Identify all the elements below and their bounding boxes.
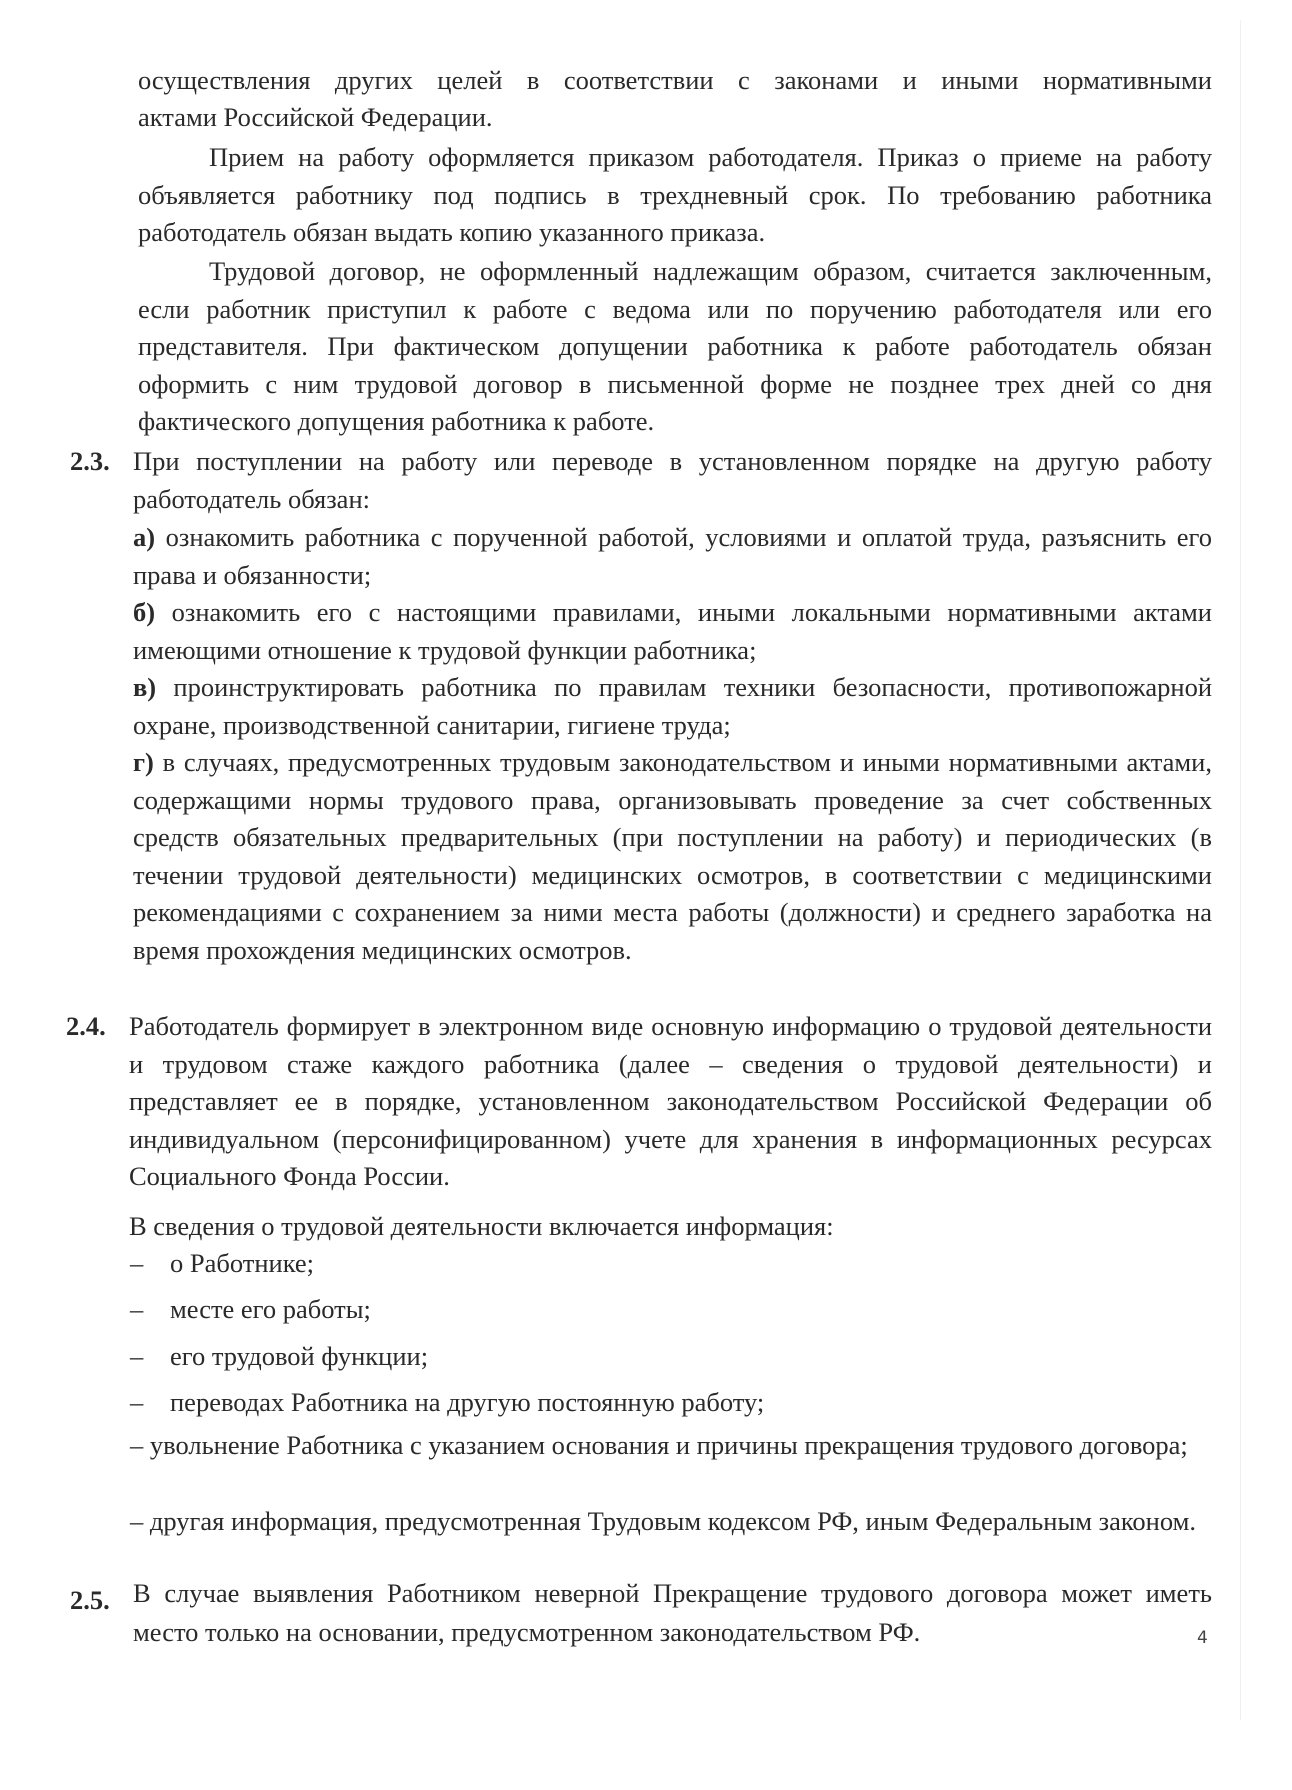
bullet-text: его трудовой функции; [170,1341,429,1371]
section-2-4-intro: В сведения о трудовой деятельности включается информация: [129,1211,834,1241]
section-number-2-5: 2.5. [70,1585,110,1615]
section-2-3-item-v [133,669,1212,744]
item-text: проинструктировать работника по правилам техники безопасности, противопожарной охране, производственной санитарии, гигиене труда; [133,672,1213,740]
bullet-dash: – [130,1294,144,1324]
item-label: в) [133,672,157,702]
page-number: 4 [1197,1628,1208,1648]
section-2-3-item-b [133,594,1212,669]
intro-line-1: осуществления других целей в соответствии с законами и иными нормативными [138,65,1212,95]
item-label: г) [133,747,154,777]
item-text: ознакомить его с настоящими правилами, иными локальными нормативными актами имеющими отношение к трудовой функции работника; [133,597,1212,665]
bullet-transfers [130,1384,1212,1422]
bullet-other-info: – другая информация, предусмотренная Трудовым кодексом РФ, иным Федеральным законом. [130,1506,1196,1536]
bullet-dash: – [130,1248,144,1278]
bullet-function [130,1338,1212,1376]
section-2-3-text: При поступлении на работу или переводе в установленном порядке на другую работу работодатель обязан: [133,446,1212,514]
bullet-workplace [130,1291,1212,1329]
section-number-2-3: 2.3. [70,446,110,476]
section-2-5-text: В случае выявления Работником неверной Прекращение трудового договора может иметь место только на основании, предусмотренном законодательством РФ. [133,1578,1212,1647]
section-2-3-item-g [133,744,1212,970]
bullet-text: переводах Работника на другую постоянную работу; [170,1387,765,1417]
intro-line-2: актами Российской Федерации. [138,102,493,132]
bullet-employee [130,1245,1212,1283]
paragraph-employment-contract: Трудовой договор, не оформленный надлежащим образом, считается заключенным, если работник приступил к работе с ведома или по поручению работодателя или его представителя. При фактическом допущении работника к работе работодатель обязан оформить с ним трудовой договор в письменной форме не позднее трех дней со дня фактического допущения работника к работе. [138,256,1212,437]
paragraph-hiring-order: Прием на работу оформляется приказом работодателя. Приказ о приеме на работу объявляется работнику под подпись в трехдневный срок. По требованию работника работодатель обязан выдать копию указанного приказа. [138,142,1212,248]
section-2-4-text: Работодатель формирует в электронном виде основную информацию о трудовой деятельности и трудовом стаже каждого работника (далее – сведения о трудовой деятельности) и представляет ее в порядке, установленном законодательством Российской Федерации об индивидуальном (персонифицированном) учете для хранения в информационных ресурсах Социального Фонда России. [129,1011,1212,1192]
item-label: а) [133,522,156,552]
bullet-dash: – [130,1341,144,1371]
section-number-2-4: 2.4. [66,1011,106,1041]
item-text: в случаях, предусмотренных трудовым законодательством и иными нормативными актами, содержащими нормы трудового права, организовывать проведение за счет собственных средств обязательных предварительных (при поступлении на работу) и периодических (в течении трудовой деятельности) медицинских осмотров, в соответствии с медицинскими рекомендациями с сохранением за ними места работы (должности) и среднего заработка на время прохождения медицинских осмотров. [133,747,1212,965]
item-label: б) [133,597,156,627]
item-text: ознакомить работника с порученной работой, условиями и оплатой труда, разъяснить его права и обязанности; [133,522,1212,590]
bullet-dismissal: – увольнение Работника с указанием основания и причины прекращения трудового договора; [130,1430,1188,1460]
bullet-text: месте его работы; [170,1294,371,1324]
bullet-dash: – [130,1387,144,1417]
bullet-text: о Работнике; [170,1248,315,1278]
section-2-3-item-a [133,519,1212,594]
